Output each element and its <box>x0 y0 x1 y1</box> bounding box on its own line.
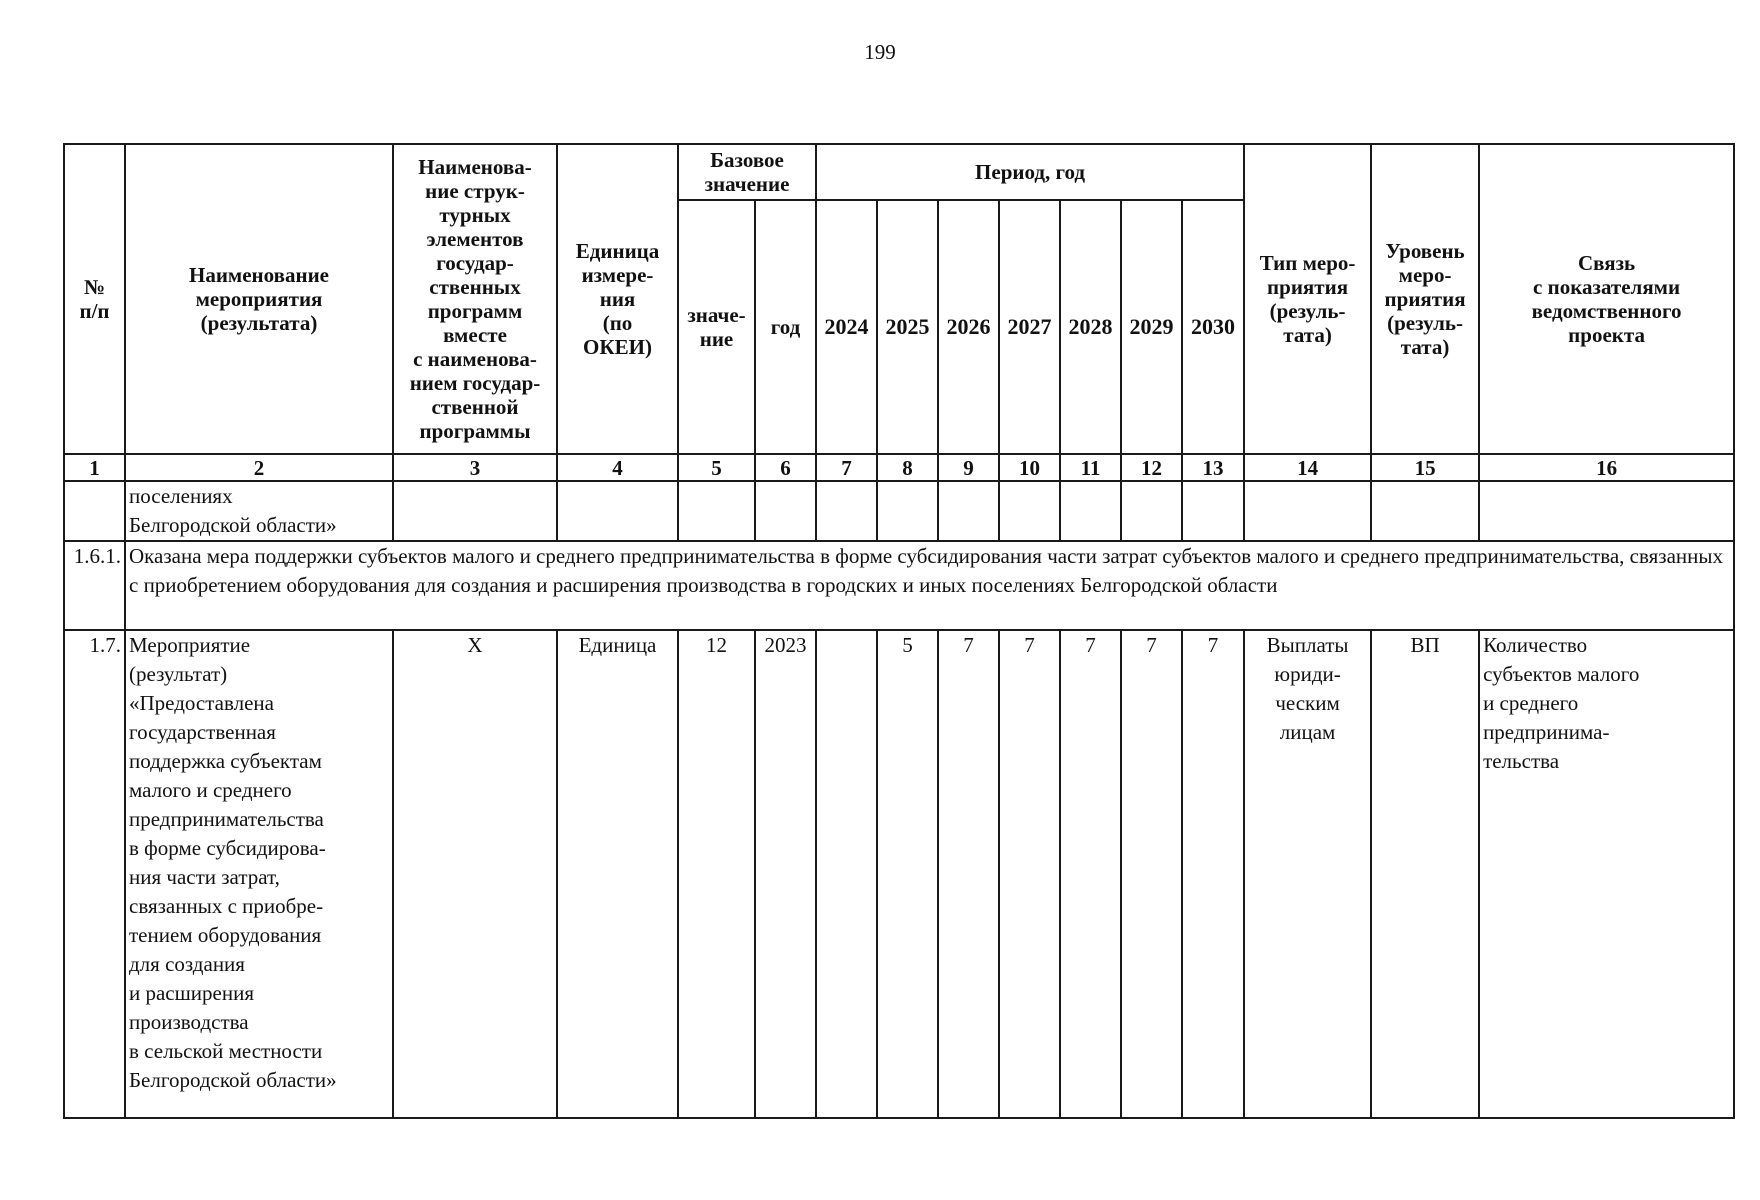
cell-empty <box>393 481 557 541</box>
activity-unit: Единица <box>557 630 678 1118</box>
cell-empty <box>64 481 125 541</box>
header-activity-level: Уровень меро- приятия (резуль- тата) <box>1371 144 1479 454</box>
header-activity-name: Наименование мероприятия (результата) <box>125 144 393 454</box>
header-structural-elements: Наименова- ние струк- турных элементов государ- ственных программ вместе с наименова- нием государ- ственной программы <box>393 144 557 454</box>
activity-value-2029: 7 <box>1121 630 1182 1118</box>
column-number: 4 <box>557 454 678 481</box>
column-number: 11 <box>1060 454 1121 481</box>
column-number: 9 <box>938 454 999 481</box>
header-base-year: год <box>755 200 816 454</box>
column-number: 2 <box>125 454 393 481</box>
cell-empty <box>877 481 938 541</box>
section-text: Оказана мера поддержки субъектов малого и среднего предпринимательства в форме субсидирования части затрат субъектов малого и среднего предпринимательства, связанных с приобретением оборудования для создания и расширения производства в городских и иных поселениях Белгородской области <box>125 541 1734 630</box>
cell-empty <box>816 481 877 541</box>
section-row <box>64 541 1734 630</box>
header-year-2026: 2026 <box>938 200 999 454</box>
activity-value-2026: 7 <box>938 630 999 1118</box>
section-id: 1.6.1. <box>64 541 125 630</box>
column-number: 15 <box>1371 454 1479 481</box>
activity-name: Мероприятие (результат) «Предоставлена государственная поддержка субъектам малого и среднего предпринимательства в форме субсидирова- ния части затрат, связанных с приобре- тением оборудования для создания и расширения производства в сельской местности Белгородской области» <box>125 630 393 1118</box>
cell-empty <box>1479 481 1734 541</box>
activity-type: Выплаты юриди- ческим лицам <box>1244 630 1371 1118</box>
column-number: 8 <box>877 454 938 481</box>
cell-empty <box>678 481 755 541</box>
activity-value-2030: 7 <box>1182 630 1244 1118</box>
activity-structural: Х <box>393 630 557 1118</box>
column-number: 5 <box>678 454 755 481</box>
activity-base-value: 12 <box>678 630 755 1118</box>
header-row-1 <box>64 144 1734 200</box>
continuation-row <box>64 481 1734 541</box>
activity-level: ВП <box>1371 630 1479 1118</box>
column-number: 12 <box>1121 454 1182 481</box>
cell-empty <box>755 481 816 541</box>
column-number: 7 <box>816 454 877 481</box>
column-number: 13 <box>1182 454 1244 481</box>
continuation-activity-name: поселениях Белгородской области» <box>125 481 393 541</box>
column-number: 10 <box>999 454 1060 481</box>
activity-base-year: 2023 <box>755 630 816 1118</box>
activity-value-2025: 5 <box>877 630 938 1118</box>
cell-empty <box>1121 481 1182 541</box>
cell-empty <box>1060 481 1121 541</box>
header-base-value-group: Базовое значение <box>678 144 816 200</box>
header-year-2024: 2024 <box>816 200 877 454</box>
cell-empty <box>1244 481 1371 541</box>
activity-value-2027: 7 <box>999 630 1060 1118</box>
cell-empty <box>999 481 1060 541</box>
header-activity-type: Тип меро- приятия (резуль- тата) <box>1244 144 1371 454</box>
header-link-indicators: Связь с показателями ведомственного проекта <box>1479 144 1734 454</box>
header-number: № п/п <box>64 144 125 454</box>
cell-empty <box>1371 481 1479 541</box>
column-number: 14 <box>1244 454 1371 481</box>
activity-link: Количество субъектов малого и среднего предпринима- тельства <box>1479 630 1734 1118</box>
column-number: 1 <box>64 454 125 481</box>
activities-table <box>63 143 1735 1119</box>
header-base-value: значе- ние <box>678 200 755 454</box>
header-year-2030: 2030 <box>1182 200 1244 454</box>
header-year-2027: 2027 <box>999 200 1060 454</box>
header-unit: Единица измере- ния (по ОКЕИ) <box>557 144 678 454</box>
header-period-group: Период, год <box>816 144 1244 200</box>
cell-empty <box>557 481 678 541</box>
column-number: 6 <box>755 454 816 481</box>
header-year-2029: 2029 <box>1121 200 1182 454</box>
cell-empty <box>1182 481 1244 541</box>
cell-empty <box>938 481 999 541</box>
header-year-2025: 2025 <box>877 200 938 454</box>
column-numbers-row <box>64 454 1734 481</box>
activity-id: 1.7. <box>64 630 125 1118</box>
activity-row <box>64 630 1734 1118</box>
activity-value-2028: 7 <box>1060 630 1121 1118</box>
header-year-2028: 2028 <box>1060 200 1121 454</box>
column-number: 16 <box>1479 454 1734 481</box>
activity-value-2024 <box>816 630 877 1118</box>
page-number: 199 <box>864 40 896 64</box>
column-number: 3 <box>393 454 557 481</box>
